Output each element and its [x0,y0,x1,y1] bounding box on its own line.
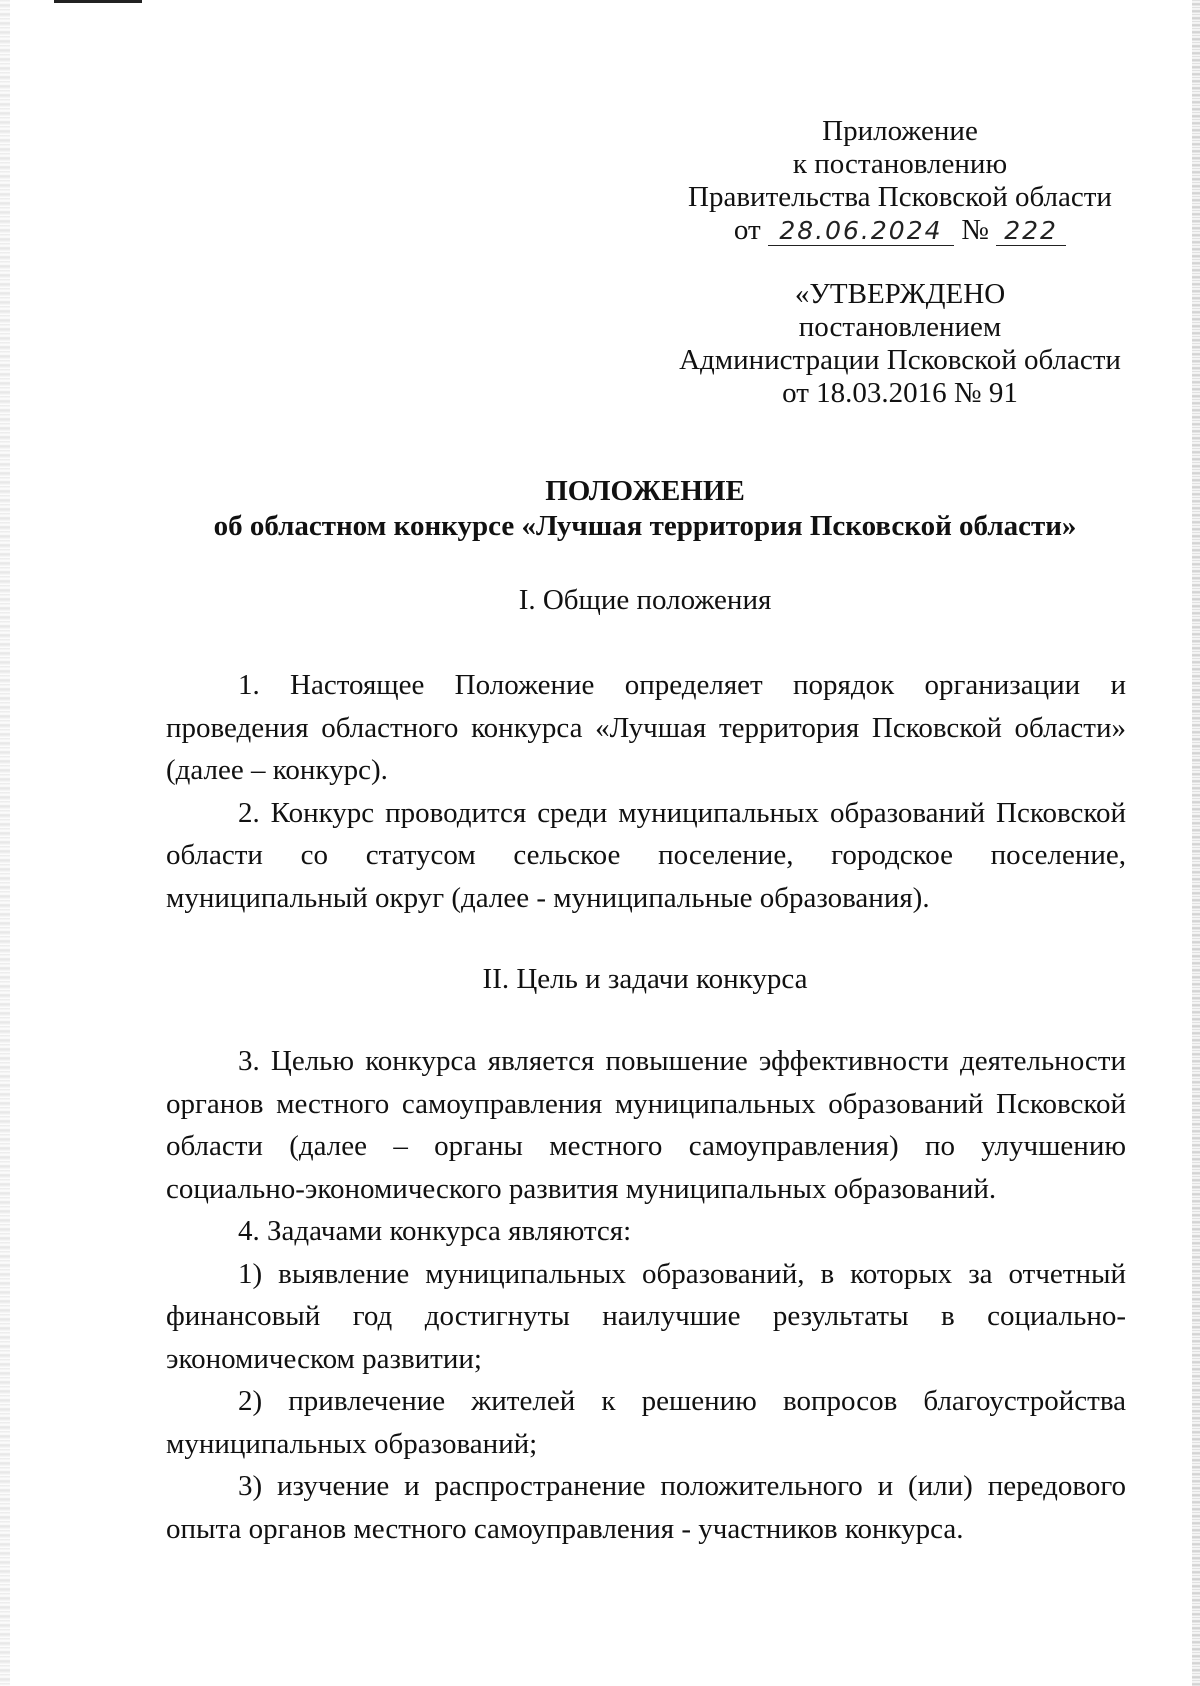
title-subtitle: об областном конкурсе «Лучшая территория Псковской области» [213,510,1077,542]
task-3: 3) изучение и распространение положительного и (или) передового опыта органов местного самоуправления - участников конкурса. [166,1470,1126,1545]
title-main: ПОЛОЖЕНИЕ [545,475,745,507]
paragraph-2: 2. Конкурс проводится среди муниципальных образований Псковской области со статусом сельское поселение, городское поселение, муниципальный округ (далее - муниципальные образования). [166,796,1126,914]
section-2-heading: II. Цель и задачи конкурса [482,963,808,995]
section-1-body [166,664,1126,919]
scan-top-mark [54,0,142,3]
appendix-block [660,115,1140,247]
appendix-government: Правительства Псковской области [688,181,1112,213]
paragraph-4: 4. Задачами конкурса являются: [238,1215,632,1247]
approved-block [660,278,1140,410]
document-title [150,474,1140,544]
section-1-heading: I. Общие положения [518,584,772,616]
section-2-body [166,1040,1126,1550]
appendix-date-line [660,214,1140,247]
appendix-to-resolution: к постановлению [792,148,1008,180]
date-prefix: от [733,214,761,246]
scan-right-edge [1192,0,1200,1686]
scan-left-edge [0,0,10,1686]
handwritten-number: 222 [996,217,1066,246]
handwritten-date: 28.06.2024 [768,217,954,246]
approved-label: «УТВЕРЖДЕНО [794,278,1006,310]
paragraph-1: 1. Настоящее Положение определяет порядок организации и проведения областного конкурса «Лучшая территория Псковской области» (далее – конкурс). [166,669,1126,786]
approved-by-resolution: постановлением [798,311,1002,343]
number-sign: № [961,214,989,246]
task-2: 2) привлечение жителей к решению вопросов благоустройства муниципальных образований; [166,1385,1126,1460]
paragraph-3: 3. Целью конкурса является повышение эффективности деятельности органов местного самоуправления муниципальных образований Псковской области (далее – органы местного самоуправления) по улучшению социально-экономического развития муниципальных образований. [166,1045,1126,1205]
appendix-label: Приложение [822,115,978,147]
task-1: 1) выявление муниципальных образований, в которых за отчетный финансовый год достигнуты наилучшие результаты в социально-экономическом развитии; [166,1257,1126,1375]
approved-administration: Администрации Псковской области [679,344,1121,376]
approved-date-number: от 18.03.2016 № 91 [782,377,1018,409]
